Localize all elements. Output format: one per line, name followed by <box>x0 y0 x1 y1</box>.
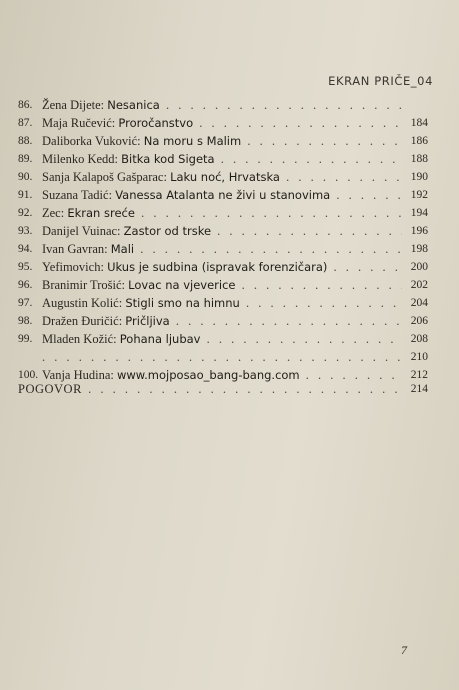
toc-entry-number: 99. <box>18 333 33 345</box>
toc-entry <box>18 168 428 186</box>
toc-entry-page-number: 206 <box>410 315 428 327</box>
toc-entry-text <box>42 96 402 114</box>
toc-entry-page-number: 200 <box>410 261 428 273</box>
toc-entry-author: Zec: <box>42 206 65 220</box>
toc-entry-number: 95. <box>18 261 33 273</box>
toc-entry-number: 97. <box>18 297 33 309</box>
toc-entry <box>18 348 428 366</box>
toc-entry-page-number: 204 <box>410 297 428 309</box>
toc-entry-page-number: 194 <box>410 207 428 219</box>
toc-entry-title: Bitka kod Sigeta <box>121 152 215 166</box>
toc-entry-title: Pohana ljubav <box>119 332 201 346</box>
toc-entry <box>18 222 428 240</box>
toc-entry <box>18 150 428 168</box>
toc-entry-page-number: 186 <box>410 135 428 147</box>
toc-entry-author: Daliborka Vuković: <box>42 134 141 148</box>
toc-entry <box>18 240 428 258</box>
toc-entry-title: Ekran sreće <box>67 206 135 220</box>
toc-entry-page-number: 208 <box>410 333 428 345</box>
toc-entry-title: Pričljiva <box>125 314 170 328</box>
afterword-label: POGOVOR . . . <box>18 380 402 398</box>
toc-entry-number: 93. <box>18 225 33 237</box>
toc-entry-title: Proročanstvo <box>118 116 194 130</box>
toc-entry-page-number: 210 <box>410 351 428 363</box>
toc-entry-title: Zastor od trske <box>123 224 212 238</box>
toc-entry-author: Dražen Đuričić: <box>42 314 123 328</box>
toc-entry-text <box>42 168 402 186</box>
toc-entry-text <box>42 150 402 168</box>
running-head: EKRAN PRIČE_04 <box>328 74 433 88</box>
toc-entry-author: Sanja Kalapoš Gašparac: <box>42 170 167 184</box>
toc-entry <box>18 258 428 276</box>
toc-entry-author: Suzana Tadić: <box>42 188 113 202</box>
toc-entry <box>18 114 428 132</box>
toc-entry <box>18 204 428 222</box>
table-of-contents <box>18 96 428 384</box>
toc-entry-text <box>42 294 402 312</box>
toc-entry-text <box>42 330 402 348</box>
toc-entry-page-number: 198 <box>410 243 428 255</box>
toc-entry-author: Yefimovich: <box>42 260 104 274</box>
page-number: 7 <box>401 643 407 657</box>
toc-entry-title: Vanessa Atalanta ne živi u stanovima <box>115 188 331 202</box>
toc-entry-number: 89. <box>18 153 33 165</box>
toc-entry-number: 100. <box>18 369 39 381</box>
toc-entry <box>18 276 428 294</box>
toc-entry-title: www.mojposao_bang-bang.com <box>116 368 300 382</box>
toc-entry-number: 90. <box>18 171 33 183</box>
toc-entry-title: Ukus je sudbina (ispravak forenzičara) <box>107 260 328 274</box>
toc-entry-page-number: 212 <box>410 369 428 381</box>
toc-entry-author: Augustin Kolić: <box>42 296 123 310</box>
toc-entry-page-number: 196 <box>410 225 428 237</box>
toc-entry-page-number: 184 <box>410 117 428 129</box>
toc-entry-text <box>42 186 402 204</box>
toc-entry <box>18 186 428 204</box>
toc-entry-number: 98. <box>18 315 33 327</box>
toc-entry-number: 88. <box>18 135 33 147</box>
toc-entry-page-number: 192 <box>410 189 428 201</box>
toc-entry-author: Danijel Vuinac: <box>42 224 121 238</box>
toc-entry-author: Milenko Kedd: <box>42 152 119 166</box>
toc-entry-text <box>42 204 402 222</box>
toc-entry-title: Mali <box>110 242 135 256</box>
toc-entry-author: Vanja Hudina: <box>42 368 114 382</box>
toc-entry-number: 87. <box>18 117 33 129</box>
toc-entry-author: Žena Dijete: <box>42 98 105 112</box>
toc-entry <box>18 294 428 312</box>
toc-entry-afterword <box>18 380 428 398</box>
toc-entry <box>18 96 428 114</box>
toc-entry-text <box>42 276 402 294</box>
toc-entry-text <box>42 240 402 258</box>
toc-entry-title: Laku noć, Hrvatska <box>170 170 280 184</box>
toc-entry-title: Lovac na vjeverice <box>128 278 236 292</box>
toc-entry-text <box>42 222 402 240</box>
toc-entry-author: Branimir Trošić: <box>42 278 125 292</box>
toc-entry-author: Mladen Kožić: <box>42 332 117 346</box>
toc-entry-page-number: 202 <box>410 279 428 291</box>
toc-entry-text <box>42 132 402 150</box>
toc-entry-number: 86. <box>18 99 33 111</box>
toc-entry-number: 91. <box>18 189 33 201</box>
toc-entry <box>18 330 428 348</box>
toc-entry-number: 96. <box>18 279 33 291</box>
toc-entry-text <box>42 312 402 330</box>
toc-entry-number: 94. <box>18 243 33 255</box>
toc-entry <box>18 132 428 150</box>
afterword-page-number: 214 <box>410 383 428 395</box>
toc-entry-text <box>42 348 402 366</box>
toc-entry-title: Stigli smo na himnu <box>125 296 240 310</box>
toc-entry-title: Nesanica <box>107 98 160 112</box>
toc-entry-text <box>42 258 402 276</box>
toc-entry-author: Maja Ručević: <box>42 116 116 130</box>
toc-entry-author: Ivan Gavran: <box>42 242 108 256</box>
toc-entry <box>18 312 428 330</box>
toc-entry-page-number: 188 <box>410 153 428 165</box>
toc-entry-number: 92. <box>18 207 33 219</box>
toc-entry-page-number: 190 <box>410 171 428 183</box>
toc-entry-text <box>42 114 402 132</box>
toc-entry-title: Na moru s Malim <box>143 134 242 148</box>
